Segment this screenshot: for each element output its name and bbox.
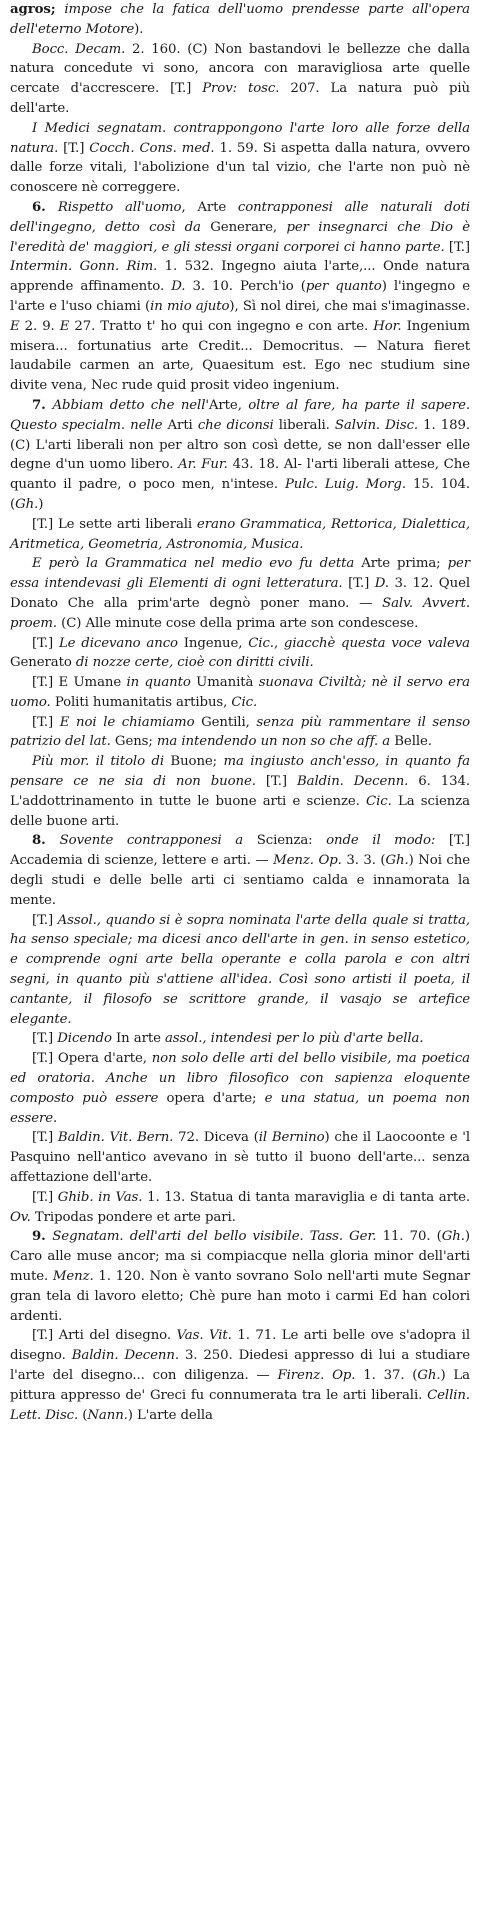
italic-text: Intermin. Gonn. Rim. (10, 259, 158, 275)
italic-text: Assol., quando si è sopra nominata l'arte della quale si tratta, ha senso speciale; ma dicesi anco dell'arte in gen. in senso estetico, e comprende ogni arte bella operante e colla parola e con altri segni, in quanto più s'attiene all'idea. Così sono artisti il poeta, il cantante, il filosofo se scrittore grande, il vasajo se artefice elegante. (10, 912, 470, 1027)
body-text: ) L'arte della (127, 1407, 213, 1423)
italic-text: per essa intendevasi gli Elementi di ogni letteratura. (10, 556, 470, 592)
dictionary-page (10, 0, 470, 1906)
italic-text: oltre al fare, ha parte il sapere. Questo specialm. nelle (10, 397, 470, 433)
body-text: [T.] (32, 912, 58, 928)
italic-text: Rispetto all'uomo (57, 199, 182, 215)
italic-text: Baldin. Decenn. (71, 1348, 179, 1364)
body-text: Arti (162, 417, 198, 433)
body-text: Tripodas pondere et arte pari. (30, 1209, 236, 1225)
body-text: [T.] Le sette arti liberali (32, 516, 197, 532)
dictionary-paragraph (10, 396, 470, 515)
italic-text: Salvin. Disc. (334, 417, 419, 433)
body-text: [T.] Accademia di scienze, lettere e arti. — (10, 833, 470, 869)
italic-text: E noi le chiamiamo (59, 714, 195, 730)
body-text: ) che il Laocoonte e 'l Pasquino nell'antico avevano in sè tutto il buono dell'arte... senza affettazione dell'arte. (10, 1130, 471, 1186)
italic-text: di nozze certe, cioè con diritti civili. (75, 655, 314, 671)
body-text: ) (38, 496, 44, 512)
body-text: opera d'arte; (158, 1090, 265, 1106)
body-text: Ingenue, (177, 635, 249, 651)
body-text: [T.] (255, 774, 297, 790)
dictionary-paragraph (10, 713, 470, 753)
body-text: ) Noi che degli studi e delle belle arti ci sentiamo calda e innamorata la mente. (10, 853, 470, 908)
italic-text: suonava Civiltà; nè il servo era uomo. (10, 675, 470, 710)
section-number: 9. (32, 1229, 53, 1245)
italic-text: Pulc. Luig. Morg. (284, 477, 406, 493)
body-text: Buone; (163, 754, 224, 770)
body-text: [T.] (342, 576, 375, 592)
italic-text: Più mor. il titolo di (32, 754, 164, 770)
body-text: [T.] (32, 1189, 58, 1205)
body-text: , Arte (181, 199, 238, 215)
italic-text: Ov. (10, 1209, 31, 1225)
italic-text: Hor. (373, 318, 402, 334)
italic-text: E (10, 318, 20, 334)
italic-text: Gh. (15, 496, 39, 512)
italic-text: Gh. (385, 853, 409, 869)
body-text: La scienza delle buone arti. (10, 793, 470, 829)
body-text: 3. 250. Diedesi appresso di lui a studiare l'arte del disegno... con diligenza. — (10, 1348, 470, 1383)
body-text: 3. 12. Quel Donato Che alla prim'arte degnò poner mano. — (10, 576, 470, 611)
italic-text: Sovente contrapponesi a (59, 833, 244, 849)
italic-text: senza più rammentare il senso patrizio del lat. (10, 714, 471, 750)
body-text: 15. 104. ( (10, 477, 470, 512)
italic-text: Abbiam detto che nell' (52, 397, 209, 413)
section-number: 8. (32, 833, 60, 849)
dictionary-paragraph (10, 1227, 470, 1326)
body-text: liberali. (273, 417, 335, 433)
dictionary-paragraph (10, 634, 470, 674)
body-text: 1. 13. Statua di tanta maraviglia e di tanta arte. (142, 1189, 470, 1205)
body-text: 2. 160. (C) Non bastandovi le bellezze che dalla natura concedute vi sono, ancora con maravigliosa arte quelle cercate d'accrescere. [T.] (10, 41, 470, 97)
body-text: [T.] (32, 714, 60, 730)
body-text: [T.] (444, 239, 470, 255)
italic-text: Cic. (231, 694, 258, 710)
italic-text: Ghib. in Vas. (57, 1189, 143, 1205)
body-text: Scienza: (243, 833, 327, 849)
italic-text: contrapponesi alle naturali doti dell'ingegno, detto così da (10, 199, 470, 235)
body-text: 1. 189. (C) L'arti liberali non per altro son così dette, se non dall'esser elle degne d'un uomo libero. (10, 417, 470, 473)
body-text: , (273, 635, 284, 651)
italic-text: giacchè questa voce valeva (283, 635, 470, 651)
italic-text: per insegnarci che Dio è l'eredità de' maggiori, e gli stessi organi corporei ci hanno parte. (10, 219, 471, 255)
italic-text: non solo delle arti del bello visibile, ma poetica ed oratoria. Anche un libro filosofico con sapienza eloquente composto può essere (10, 1051, 470, 1106)
italic-text: D. (374, 576, 389, 592)
italic-text: Ar. Fur. (178, 457, 228, 473)
body-text: 1. 59. Si aspetta dalla natura, ovvero dalle forze vitali, l'abolizione d'un tal vizio, che l'arte non può nè conoscere nè correggere. (10, 140, 470, 196)
dictionary-paragraph (10, 1128, 470, 1187)
body-text: 3. 10. Perch'io ( (185, 279, 306, 295)
dictionary-paragraph (10, 198, 470, 396)
italic-text: Vas. Vit. (176, 1328, 232, 1344)
body-text: Ingenium misera... fortunatius arte Credit... Democritus. — Natura fieret laudabile carmen an arte, Quaesitum est. Ego nec studium sine divite vena, Nec rude quid prosit video ingenium. (10, 318, 471, 394)
italic-text: Prov: tosc. (202, 81, 280, 97)
italic-text: Menz. (52, 1269, 94, 1284)
italic-text: Dicendo (57, 1031, 112, 1047)
italic-text: che diconsi (197, 417, 274, 433)
body-text: [T.] (32, 1031, 58, 1047)
italic-text: Nann. (87, 1407, 128, 1423)
body-text: Generato (10, 655, 76, 671)
italic-text: E però la Grammatica nel medio evo fu detta (32, 556, 355, 572)
body-text: Umanità (190, 675, 259, 691)
body-text: Arte, (208, 397, 249, 413)
italic-text: ma intendendo un non so che aff. a (156, 734, 391, 750)
italic-text: erano Grammatica, Rettorica, Dialettica, Aritmetica, Geometria, Astronomia, Musica. (10, 516, 470, 552)
italic-text: E (59, 318, 70, 334)
body-text: [T.] Opera d'arte, (32, 1051, 152, 1067)
italic-text: Segnatam. dell'arti del bello visibile. Tass. Ger. (52, 1229, 377, 1245)
body-text: [T.] Arti del disegno. (32, 1328, 177, 1344)
dictionary-paragraph (10, 554, 470, 633)
dictionary-paragraph (10, 1188, 470, 1228)
dictionary-paragraph (10, 752, 470, 831)
body-text: 1. 532. Ingegno aiuta l'arte,... Onde natura apprende affinamento. (10, 259, 470, 295)
section-number: 6. (32, 199, 58, 215)
body-text: (C) Alle minute cose della prima arte son condescese. (56, 615, 419, 631)
italic-text: Le dicevano anco (58, 635, 178, 651)
body-text: [T.] E Umane (32, 675, 127, 691)
italic-text: onde il modo: (326, 833, 436, 849)
italic-text: per quanto (305, 279, 382, 295)
body-text: In arte (111, 1031, 165, 1047)
italic-text: Firenz. Op. (277, 1367, 356, 1383)
italic-text: in mio ajuto (150, 298, 230, 314)
italic-text: I Medici segnatam. contrappongono l'arte loro alle forze della natura. (10, 120, 470, 156)
dictionary-paragraph (10, 911, 470, 1030)
italic-text: Cellin. Lett. Disc. (10, 1387, 470, 1423)
body-text: [T.] (32, 1130, 58, 1146)
body-text: Arte prima; (354, 556, 448, 572)
body-text: 3. 3. ( (341, 853, 386, 869)
section-number: agros; (10, 2, 65, 17)
dictionary-paragraph (10, 673, 470, 713)
body-text: 1. 120. Non è vanto sovrano Solo nell'arti mute Segnar gran tela di lavoro eletto; Chè pure han moto i carmi Ed han colori ardenti. (10, 1269, 470, 1324)
italic-text: Baldin. Decenn. (296, 774, 409, 790)
body-text: 1. 37. ( (355, 1367, 418, 1383)
body-text: ) La pittura appresso de' Greci fu connumerata tra le arti liberali. (10, 1367, 470, 1403)
body-text: 72. Diceva ( (173, 1130, 259, 1146)
body-text: 2. 9. (19, 318, 60, 334)
body-text: ( (78, 1407, 88, 1423)
section-number: 7. (32, 397, 53, 413)
dictionary-paragraph (10, 831, 470, 910)
italic-text: impose che la fatica dell'uomo prendesse parte all'opera dell'eterno Motore (10, 2, 470, 37)
italic-text: Cic. (366, 793, 392, 809)
italic-text: in quanto (126, 675, 191, 691)
body-text: Politi humanitatis artibus, (50, 694, 232, 710)
italic-text: Gh. (441, 1229, 465, 1245)
body-text: [T.] (58, 140, 90, 156)
dictionary-paragraph (10, 515, 470, 555)
italic-text: Bocc. Decam. (32, 41, 126, 57)
body-text: 6. 134. L'addottrinamento in tutte le buone arti e scienze. (10, 774, 470, 809)
body-text: 27. Tratto t' ho qui con ingegno e con arte. (69, 318, 374, 334)
body-text: Generare, (200, 219, 287, 235)
body-text: 11. 70. ( (376, 1229, 442, 1245)
body-text: ). (134, 21, 144, 37)
italic-text: D. (171, 279, 186, 295)
body-text: [T.] (32, 635, 59, 651)
italic-text: il Bernino (258, 1130, 325, 1146)
body-text: Belle. (390, 734, 432, 750)
italic-text: Baldin. Vit. Bern. (57, 1130, 174, 1146)
dictionary-paragraph (10, 40, 470, 119)
body-text: Gentili, (194, 714, 257, 730)
italic-text: Menz. Op. (273, 853, 342, 869)
italic-text: assol., intendesi per lo più d'arte bella. (164, 1031, 424, 1047)
dictionary-paragraph (10, 1049, 470, 1128)
italic-text: Cocch. Cons. med. (89, 140, 215, 156)
body-text: Gens; (110, 734, 157, 750)
dictionary-paragraph (10, 1326, 470, 1425)
italic-text: Gh. (417, 1367, 441, 1383)
body-text: ) Caro alle muse ancor; ma si compiacque nella gloria minor dell'arti mute. (10, 1229, 470, 1284)
dictionary-paragraph (10, 0, 470, 40)
body-text: ), Sì nol direi, che mai s'imaginasse. (229, 298, 470, 314)
italic-text: e una statua, un poema non essere. (10, 1090, 471, 1126)
body-text: 43. 18. Al- l'arti liberali attese, Che quanto il padre, o poco men, n'intese. (10, 457, 470, 493)
dictionary-paragraph (10, 1029, 470, 1049)
italic-text: ma ingiusto anch'esso, in quanto fa pensare ce ne sia di non buone. (10, 754, 470, 790)
body-text: 1. 71. Le arti belle ove s'adopra il disegno. (10, 1328, 470, 1364)
body-text: ) l'ingegno e l'arte e l'uso chiami ( (10, 279, 470, 314)
body-text: 207. La natura può più dell'arte. (10, 81, 470, 116)
italic-text: Salv. Avvert. proem. (10, 595, 471, 631)
italic-text: Cic. (248, 635, 274, 651)
dictionary-paragraph (10, 119, 470, 198)
